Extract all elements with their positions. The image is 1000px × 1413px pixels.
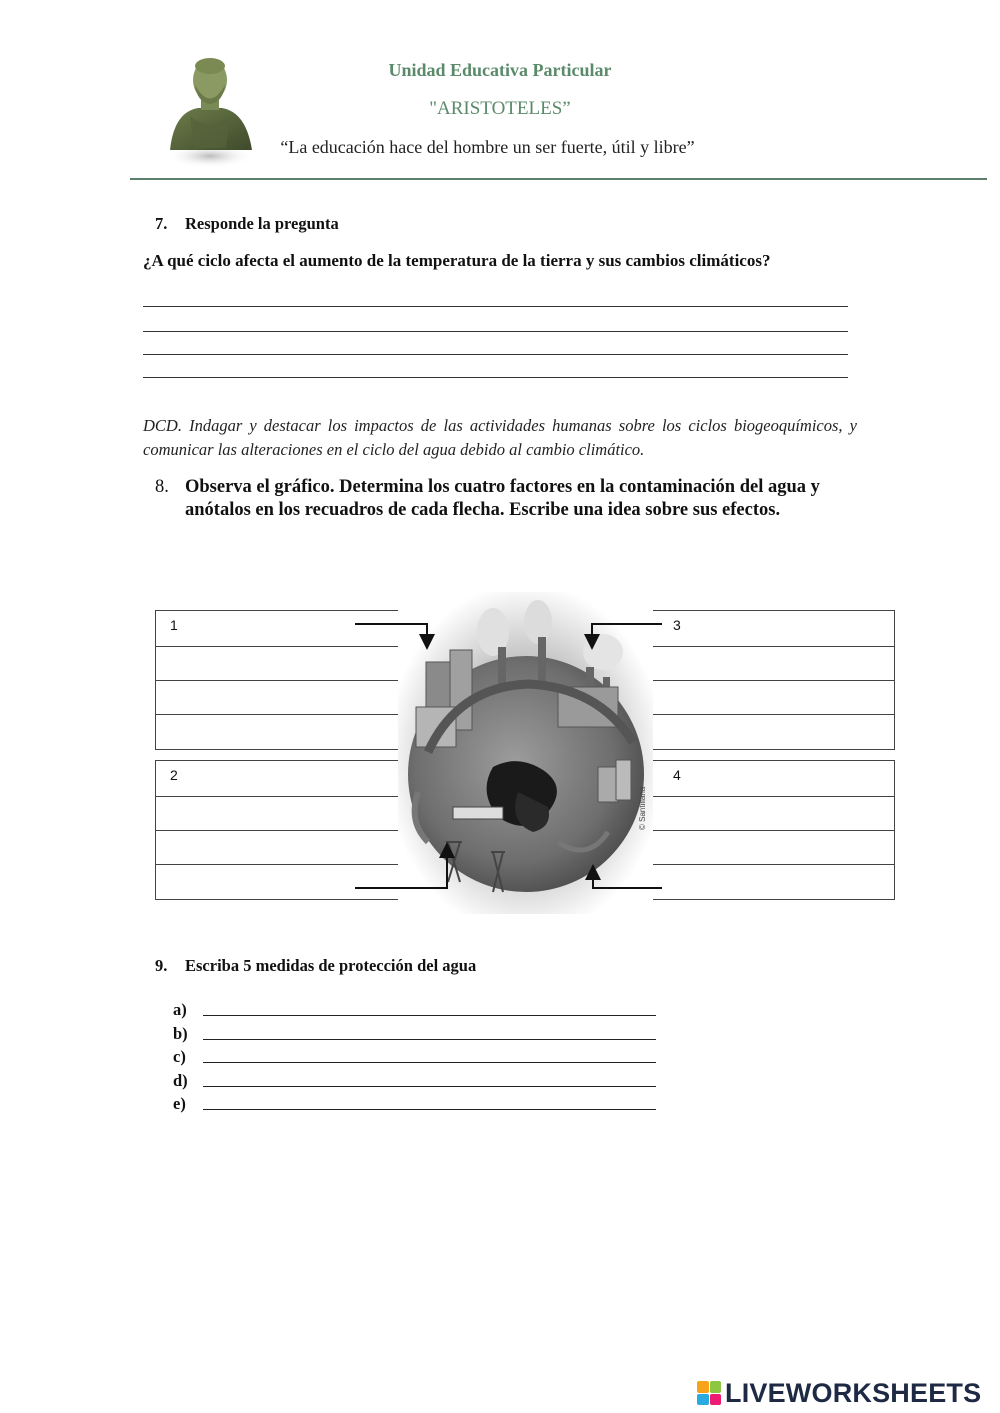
logo-square-1 xyxy=(697,1381,709,1393)
q9-item-e-line[interactable] xyxy=(203,1109,656,1110)
logo-square-4 xyxy=(710,1394,722,1406)
q9-item-b-label: b) xyxy=(173,1023,188,1043)
factor-box-1-label: 1 xyxy=(156,611,398,647)
q9-title: Escriba 5 medidas de protección del agua xyxy=(185,956,477,975)
factor-box-4-line-2[interactable] xyxy=(653,831,894,865)
q7-number: 7. xyxy=(155,214,168,233)
dcd-objective: DCD. Indagar y destacar los impactos de las actividades humanas sobre los ciclos biogeoquímicos, y comunicar las alteraciones en el ciclo del agua debido al cambio climático. xyxy=(143,416,857,459)
q8-number: 8. xyxy=(155,477,169,497)
q9-item-d-line[interactable] xyxy=(203,1086,656,1087)
factor-box-3 xyxy=(652,610,895,750)
q9-item-c-label: c) xyxy=(173,1047,186,1066)
q9-heading xyxy=(155,956,476,976)
q7-question: ¿A qué ciclo afecta el aumento de la temperatura de la tierra y sus cambios climáticos? xyxy=(143,251,771,270)
q9-item-a-line[interactable] xyxy=(203,1015,656,1016)
q9-item-c-line[interactable] xyxy=(203,1062,656,1063)
header-divider xyxy=(130,178,987,180)
q9-item-c xyxy=(173,1047,203,1071)
q9-item-e-label: e) xyxy=(173,1094,186,1113)
q9-item-a xyxy=(173,1000,203,1024)
q9-number: 9. xyxy=(155,956,168,975)
q7-answer-line-4[interactable] xyxy=(143,377,848,378)
q9-item-b xyxy=(173,1024,203,1048)
factor-box-3-line-2[interactable] xyxy=(653,681,894,715)
q9-item-b-line[interactable] xyxy=(203,1039,656,1040)
image-credit: © Santillana xyxy=(638,786,647,830)
factor-box-3-label: 3 xyxy=(653,611,894,647)
q7-answer-line-1[interactable] xyxy=(143,306,848,307)
logo-square-3 xyxy=(697,1394,709,1406)
q8-text: Observa el gráfico. Determina los cuatro factores en la contaminación del agua y anótalos en los recuadros de cada flecha. Escribe una idea sobre sus efectos. xyxy=(185,477,820,520)
q9-answer-list xyxy=(173,1000,203,1118)
school-motto: “La educación hace del hombre un ser fuerte, útil y libre” xyxy=(280,137,695,157)
factor-box-2-label: 2 xyxy=(156,761,398,797)
factor-box-4-line-1[interactable] xyxy=(653,797,894,831)
factor-box-4-line-3[interactable] xyxy=(653,865,894,899)
q7-answer-line-2[interactable] xyxy=(143,331,848,332)
q9-item-d xyxy=(173,1071,203,1095)
factor-box-4-label: 4 xyxy=(653,761,894,797)
factor-box-4 xyxy=(652,760,895,900)
q7-heading xyxy=(155,214,339,234)
liveworksheets-mark-icon xyxy=(697,1381,721,1405)
factor-box-3-line-1[interactable] xyxy=(653,647,894,681)
school-subtitle: "ARISTOTELES” xyxy=(429,98,571,119)
school-name: Unidad Educativa Particular xyxy=(388,60,612,80)
q9-item-a-label: a) xyxy=(173,1000,187,1019)
q8-heading xyxy=(155,476,845,522)
liveworksheets-logo[interactable] xyxy=(697,1375,981,1411)
q9-item-d-label: d) xyxy=(173,1070,188,1090)
liveworksheets-brand-text: LIVEWORKSHEETS xyxy=(725,1377,982,1408)
factor-box-3-line-3[interactable] xyxy=(653,715,894,749)
q7-title: Responde la pregunta xyxy=(185,214,339,233)
q7-answer-line-3[interactable] xyxy=(143,354,848,355)
logo-square-2 xyxy=(710,1381,722,1393)
pointer-arrows xyxy=(340,600,680,900)
q9-item-e xyxy=(173,1094,203,1118)
